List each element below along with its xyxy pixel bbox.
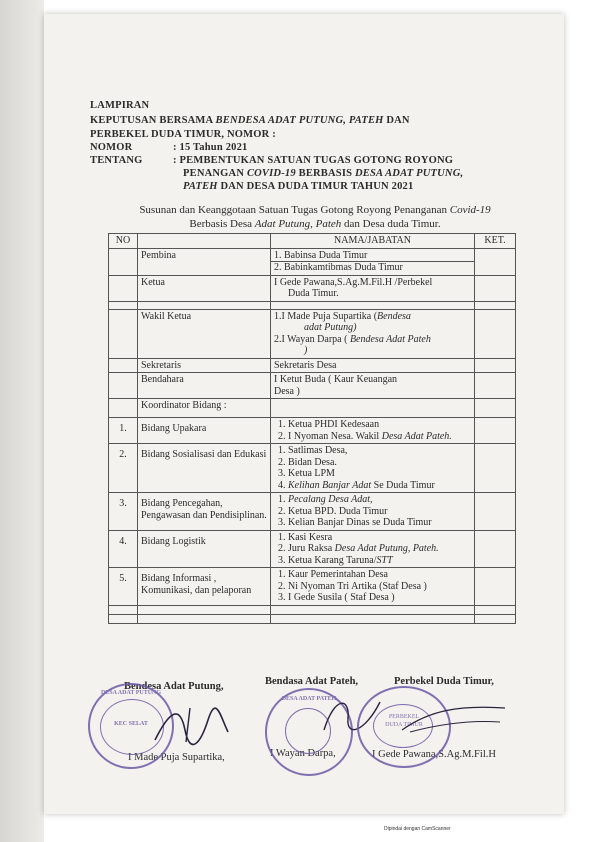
name-cell [271,275,475,301]
list-item [288,457,471,469]
t2d: DESA ADAT PUTUNG, [355,168,464,179]
no-cell [109,373,138,399]
item-text-b: STT [376,554,393,566]
name-cell [271,309,475,358]
pembina-2: 2. Babinkamtibmas Duda Timur [271,261,474,274]
list-item [288,569,471,581]
spacer-cell [109,605,138,614]
lampiran-label: LAMPIRAN [90,100,150,111]
item-text-a: Satlimas Desa, [288,445,348,456]
name-cell [271,530,475,568]
w1c: adat Putung) [304,322,357,333]
list-item [288,543,471,555]
list-item [288,517,471,529]
tentang-line-2 [183,168,463,179]
tentang-line-3 [183,181,413,192]
role-cell: Bendahara [138,373,271,399]
list-item [288,431,471,443]
stamp1-mid: KEC SELAT [114,721,148,727]
wakil-2 [274,334,471,346]
no-cell [109,248,138,275]
keputusan-italic: BENDESA ADAT PUTUNG, PATEH [215,115,384,126]
sig2-title: Bendasa Adat Pateh, [265,676,359,687]
table-row [109,248,516,275]
table-row [109,418,516,444]
item-text-a: Juru Raksa [288,543,335,554]
stamp1-top: DESA ADAT PUTUNG [100,690,162,696]
item-text-c: Se Duda Timur [371,479,435,491]
wakil-1 [274,311,471,323]
table-row [109,568,516,606]
ket-cell [475,309,516,358]
list-item [288,581,471,593]
list-item [288,532,471,544]
list-item [288,480,471,492]
w2b: Bendesa Adat Pateh [349,333,431,345]
col-role [138,234,271,249]
sig1-title: Bendesa Adat Putung, [124,681,224,692]
sig1-name: I Made Puja Supartika, [128,752,225,763]
nomor-value: : 15 Tahun 2021 [173,142,248,153]
keputusan-text: KEPUTUSAN BERSAMA [90,115,216,126]
item-text-a: I Nyoman Nesa. Wakil [288,430,382,442]
item-text-a: Ni Nyoman Tri Artika (Staf Desa ) [288,580,427,592]
ket-cell [475,493,516,531]
ketua-2: Duda Timur. [288,288,339,299]
spacer-cell [475,605,516,614]
intro-2b: Adat Putung, Pateh [254,218,342,230]
item-text-a: Kaur Pemerintahan Desa [288,569,388,580]
name-cell [271,399,475,418]
list-item [288,468,471,480]
keputusan-tail: DAN [383,115,410,126]
list-item [288,494,471,506]
bidang-cell: Bidang Pencegahan, Pengawasan dan Pendisiplinan. [138,493,271,531]
tentang-label: TENTANG [90,155,143,166]
table-row [109,614,516,623]
no-cell: 1. [109,418,138,444]
spacer-cell [138,614,271,623]
table-header-row [109,234,516,249]
stamp3-mid: DUDA TIMUR [385,722,423,728]
table-row [109,275,516,301]
item-text-b: Pecalang Desa Adat, [288,494,373,505]
t2b: COVID-19 [246,168,296,179]
spacer-cell [475,614,516,623]
list-item [288,506,471,518]
tentang-line-1: : PEMBENTUKAN SATUAN TUGAS GOTONG ROYONG [173,155,454,166]
name-cell [271,418,475,444]
w1b: Bendesa [377,310,411,322]
table-row [109,605,516,614]
ket-cell [475,399,516,418]
t2c: BERBASIS [295,168,355,179]
role-cell: Pembina [138,248,271,275]
intro-2a: Berbasis Desa [189,218,255,230]
no-cell [109,309,138,358]
t2a: PENANGAN [183,168,247,179]
spacer-cell [475,301,516,309]
ketua-1: I Gede Pawana,S.Ag.M.Fil.H /Perbekel [274,276,433,288]
table-row [109,373,516,399]
signature-3 [400,700,510,740]
table-row [109,358,516,373]
ket-cell [475,358,516,373]
intro-line-2 [80,218,550,231]
spacer-cell [271,614,475,623]
no-cell: 2. [109,444,138,493]
table-row [109,309,516,358]
bidang-cell: Bidang Logistik [138,530,271,568]
intro-1b: Covid-19 [449,204,491,216]
list-item [288,445,471,457]
spacer-cell [271,301,475,309]
intro-2c: dan Desa duda Timur. [341,218,441,230]
pembina-1: 1. Babinsa Duda Timur [274,249,368,261]
wakil-label: Wakil Ketua [141,310,192,322]
bendahara-2: Desa ) [274,385,300,397]
w2a: 2.I Wayan Darpa ( [274,333,350,345]
ket-cell [475,373,516,399]
ket-cell [475,418,516,444]
table-row [109,493,516,531]
list-item [288,592,471,604]
role-cell: Ketua [138,275,271,301]
signature-1 [150,700,240,750]
ket-cell [475,248,516,275]
perbekel-line: PERBEKEL DUDA TIMUR, NOMOR : [90,129,276,140]
bidang-cell: Bidang Upakara [138,418,271,444]
wakil-1-cont [274,322,471,334]
sig2-name: I Wayan Darpa, [270,748,336,759]
item-text-a: Ketua PHDI Kedesaan [288,419,380,430]
name-cell: Sekretaris Desa [271,358,475,373]
name-cell [271,493,475,531]
item-text-a: Kelian Banjar Dinas se Duda Timur [288,517,432,528]
item-text-a: Bidan Desa. [288,456,337,468]
item-text-b: Kelihan Banjar Adat [288,479,372,491]
item-text-b: Desa Adat Putung, Pateh. [334,543,439,554]
spacer-cell [138,605,271,614]
no-cell [109,399,138,418]
col-no: NO [109,234,138,249]
role-cell [138,309,271,358]
intro-line-1 [80,204,550,217]
name-cell [271,248,475,275]
table-row [109,301,516,309]
sig3-title: Perbekel Duda Timur, [394,676,494,687]
no-cell [109,358,138,373]
bidang-cell: Bidang Sosialisasi dan Edukasi [138,444,271,493]
t3a: PATEH [183,181,218,192]
sig3-name: I Gede Pawana,S.Ag.M.Fil.H [372,749,496,760]
list-item [288,555,471,567]
members-table [108,233,516,624]
col-ket: KET. [475,234,516,249]
bidang-cell: Bidang Informasi , Komunikasi, dan pelaporan [138,568,271,606]
no-cell: 5. [109,568,138,606]
no-cell [109,275,138,301]
intro-1a: Susunan dan Keanggotaan Satuan Tugas Gotong Royong Penanganan [139,204,450,216]
item-text-a: Ketua LPM [288,468,335,479]
ket-cell [475,275,516,301]
ket-cell [475,444,516,493]
item-text-a: Ketua BPD. Duda Timur [288,505,388,517]
item-text-b: Desa Adat Pateh. [381,430,452,442]
bendahara-1: I Ketut Buda ( Kaur Keuangan [274,374,398,385]
ket-cell [475,568,516,606]
stamp3-top: PERBEKEL [388,714,420,720]
item-text-a: I Gede Susila ( Staf Desa ) [288,592,395,603]
role-cell: Sekretaris [138,358,271,373]
no-cell: 3. [109,493,138,531]
w1a: 1.I Made Puja Supartika ( [274,310,378,322]
table-row [109,444,516,493]
stamp2-top: DESA ADAT PATEH [281,696,337,702]
list-item [288,419,471,431]
spacer-cell [271,605,475,614]
t3b: DAN DESA DUDA TIMUR TAHUN 2021 [217,181,414,192]
role-cell: Koordinator Bidang : [138,399,271,418]
spacer-cell [109,614,138,623]
name-cell [271,568,475,606]
col-nama: NAMA/JABATAN [271,234,475,249]
no-cell: 4. [109,530,138,568]
name-cell [271,373,475,399]
name-cell [271,444,475,493]
item-text-a: Ketua Karang Taruna/ [288,554,377,566]
wakil-2-cont [274,345,471,357]
ket-cell [475,530,516,568]
spacer-cell [109,301,138,309]
table-row [109,530,516,568]
keputusan-line [90,115,410,126]
nomor-label: NOMOR [90,142,133,153]
spacer-cell [138,301,271,309]
table-row [109,399,516,418]
scanner-footer: Dipindai dengan CamScanner [384,826,451,832]
page-edge-shadow [0,0,44,842]
w2c: ) [304,345,308,356]
item-text-a: Kasi Kesra [288,531,333,543]
